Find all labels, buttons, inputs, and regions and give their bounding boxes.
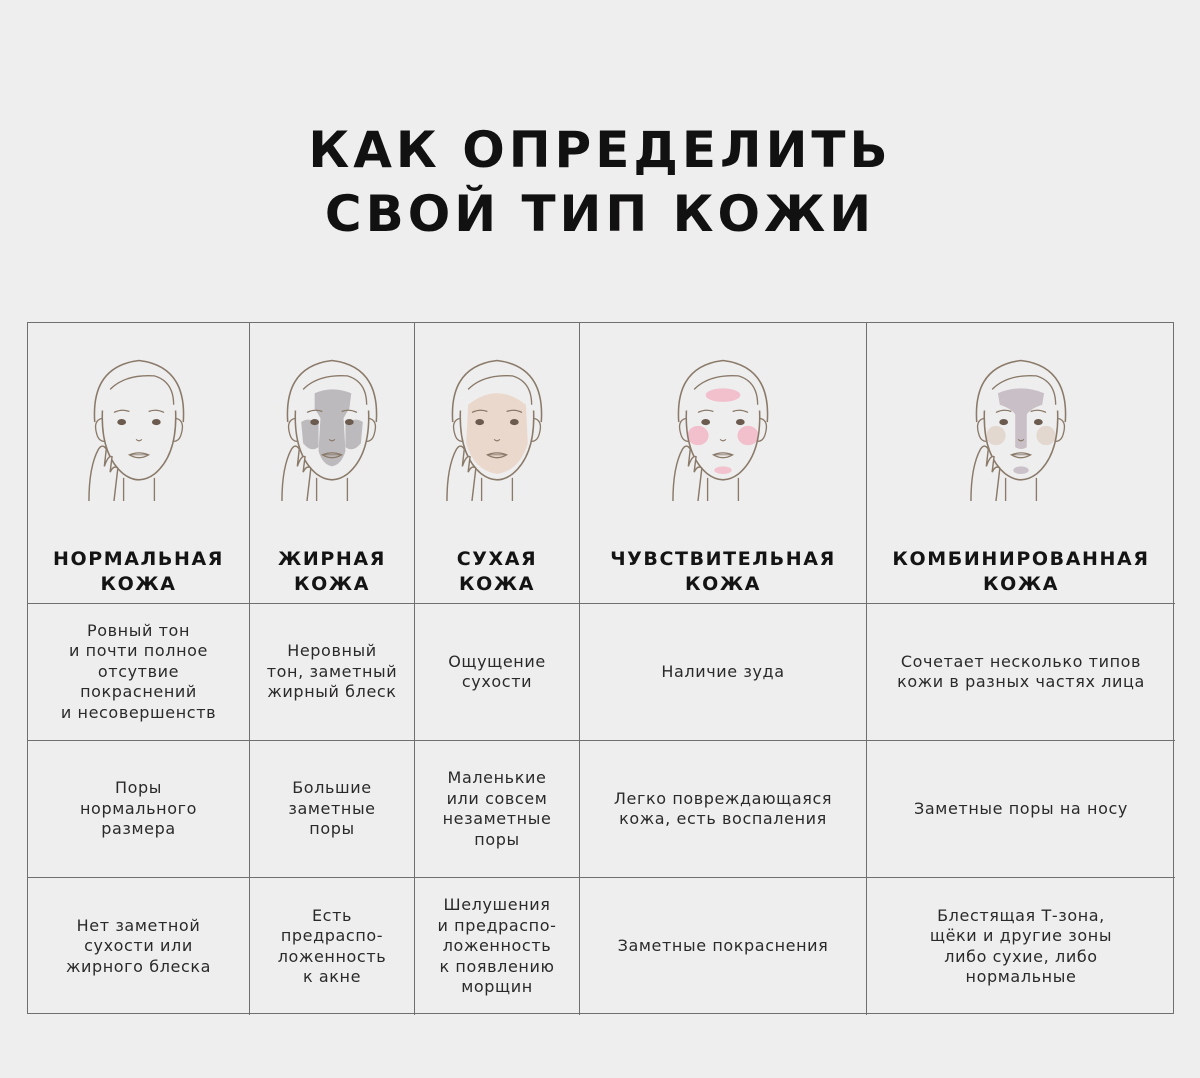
skin-type-name-line: КОЖА (982, 573, 1060, 595)
cell-text (288, 778, 375, 840)
table-cell-feature (28, 878, 250, 1015)
cell-text-line: и предраспо- (437, 915, 557, 935)
face-combination-icon (961, 347, 1081, 501)
cell-text-line: нормальные (965, 967, 1077, 986)
cell-text (618, 936, 829, 957)
cell-text-line: ложенность (442, 936, 552, 956)
cell-text-line: и почти полное (69, 641, 208, 661)
table-cell-tone (28, 604, 250, 741)
cell-text (61, 621, 216, 724)
cell-text-line: Ощущение (448, 651, 546, 671)
skin-type-name-line: НОРМАЛЬНАЯ (52, 548, 225, 570)
skin-type-header (250, 323, 415, 604)
face-normal-icon (79, 347, 199, 501)
skin-type-name-line: ЧУВСТВИТЕЛЬНАЯ (610, 548, 836, 570)
skin-type-header (580, 323, 867, 604)
cell-text (278, 906, 387, 988)
cell-text-line: Блестящая Т-зона, (937, 905, 1105, 925)
skin-type-name (53, 547, 224, 597)
cell-text-line: кожа, есть воспаления (619, 809, 827, 828)
cell-text-line: Поры (114, 778, 162, 798)
cell-text-line: к появлению (439, 956, 555, 976)
cell-text-line: Нет заметной (76, 915, 201, 935)
cell-text-line: размера (101, 819, 176, 839)
skin-type-name-line: КОЖА (684, 573, 762, 595)
cell-text (614, 789, 832, 830)
cell-text-line: заметные (288, 798, 376, 818)
cell-text (66, 916, 211, 978)
cell-text-line: кожи в разных частях лица (897, 672, 1145, 691)
table-cell-feature (580, 878, 867, 1015)
cell-text-line: к акне (302, 967, 362, 986)
table-cell-tone (250, 604, 415, 741)
cell-text-line: жирный блеск (267, 682, 397, 702)
cell-text-line: незаметные (442, 809, 552, 828)
cell-text-line: отсутвие (97, 661, 180, 681)
skin-type-name-line: ЖИРНАЯ (278, 548, 386, 570)
table-cell-tone (580, 604, 867, 741)
cell-text (80, 778, 197, 840)
face-dry-icon (437, 347, 557, 501)
table-cell-pores (415, 741, 580, 878)
cell-text-line: покраснений (80, 682, 197, 702)
cell-text-line: или совсем (446, 788, 548, 808)
cell-text-line: жирного блеска (65, 956, 212, 976)
page-title (0, 118, 1200, 246)
cell-text (914, 799, 1128, 820)
cell-text-line: либо сухие, либо (944, 946, 1098, 966)
table-cell-tone (867, 604, 1175, 741)
table-cell-feature (867, 878, 1175, 1015)
skin-type-name (457, 547, 538, 597)
skin-type-name-line: КОЖА (458, 573, 536, 595)
cell-text-line: Заметные поры на носу (914, 798, 1128, 818)
cell-text-line: Заметные покраснения (617, 936, 829, 956)
cell-text-line: сухости (461, 672, 533, 691)
cell-text-line: Сочетает несколько типов (900, 651, 1142, 671)
cell-text-line: Шелушения (443, 895, 551, 915)
table-cell-pores (250, 741, 415, 878)
skin-type-name (892, 547, 1149, 597)
cell-text-line: Ровный тон (86, 620, 190, 640)
skin-type-name-line: КОЖА (100, 573, 177, 595)
cell-text (897, 652, 1145, 693)
cell-text (438, 895, 557, 998)
cell-text (443, 768, 552, 850)
skin-type-name-line: КОЖА (293, 573, 371, 595)
skin-type-name-line: СУХАЯ (456, 548, 538, 570)
skin-type-header (415, 323, 580, 604)
cell-text-line: сухости или (84, 936, 193, 956)
cell-text (661, 662, 784, 683)
table-cell-pores (28, 741, 250, 878)
skin-type-header (867, 323, 1175, 604)
cell-text-line: Есть (311, 905, 353, 925)
cell-text-line: ложенность (277, 946, 387, 966)
cell-text-line: Большие (292, 778, 372, 798)
cell-text-line: предраспо- (280, 926, 384, 945)
skin-type-name-line: КОМБИНИРОВАННАЯ (892, 548, 1150, 570)
title-line-2: СВОЙ ТИП КОЖИ (324, 185, 876, 243)
table-cell-pores (580, 741, 867, 878)
cell-text-line: нормального (80, 798, 197, 818)
face-oily-icon (272, 347, 392, 501)
cell-text-line: морщин (461, 977, 533, 997)
cell-text-line: щёки и другие зоны (929, 926, 1113, 945)
skin-type-name (610, 547, 836, 597)
cell-text-line: поры (309, 819, 355, 839)
title-line-1: КАК ОПРЕДЕЛИТЬ (308, 121, 892, 179)
cell-text-line: Легко повреждающаяся (613, 788, 833, 808)
table-cell-feature (415, 878, 580, 1015)
table-cell-tone (415, 604, 580, 741)
cell-text-line: поры (474, 829, 520, 849)
skin-type-header (28, 323, 250, 604)
cell-text (448, 652, 546, 693)
face-sensitive-icon (663, 347, 783, 501)
cell-text-line: Маленькие (447, 768, 547, 787)
table-cell-pores (867, 741, 1175, 878)
cell-text (267, 641, 398, 703)
cell-text-line: Наличие зуда (661, 661, 785, 681)
cell-text (930, 906, 1112, 988)
skin-type-table (27, 322, 1174, 1014)
skin-type-name (278, 547, 386, 597)
cell-text-line: Неровный (287, 641, 377, 661)
cell-text-line: тон, заметный (266, 661, 398, 681)
table-cell-feature (250, 878, 415, 1015)
cell-text-line: и несовершенств (60, 702, 217, 722)
